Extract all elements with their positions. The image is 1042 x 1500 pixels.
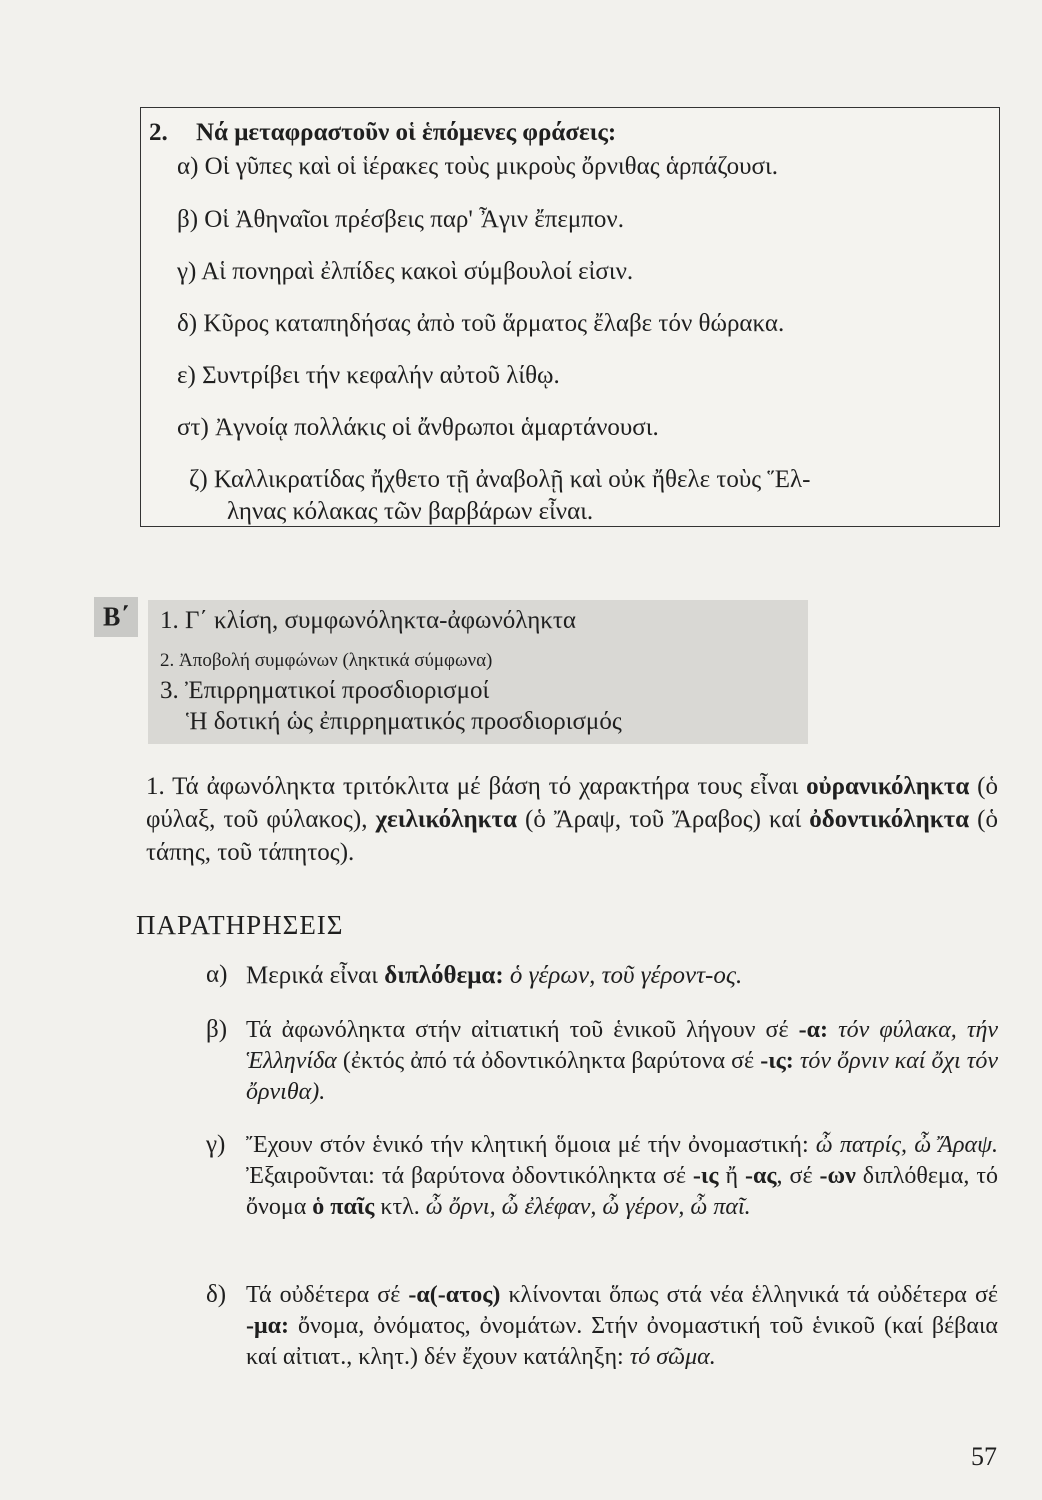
page-number: 57 <box>971 1442 997 1471</box>
note-a-i1: ὁ γέρων, τοῦ γέροντ-ος. <box>503 962 743 989</box>
section-badge: Β΄ <box>94 597 138 637</box>
note-c-i1: ὦ πατρίς, ὦ Ἄραψ. <box>815 1132 998 1158</box>
exercise-line-e: ε) Συντρίβει τήν κεφαλήν αὐτοῦ λίθῳ. <box>177 362 560 389</box>
note-a-b1: διπλόθεμα: <box>384 962 504 989</box>
note-b-i2: τόν ὄρνιν καί ὄχι τόν ὄρνιθα). <box>246 1048 998 1105</box>
note-d-t2: κλίνονται ὅπως στά νέα ἑλληνικά τά οὐδέτερα σέ <box>500 1282 998 1308</box>
p1-text-2: (ὁ φύλαξ, τοῦ φύλακος), <box>146 773 999 833</box>
note-b-t1: Τά ἀφωνόληκτα στήν αἰτιατική τοῦ ἑνικοῦ λήγουν σέ <box>246 1017 799 1043</box>
exercise-line-a: α) Οἱ γῦπες καὶ οἱ ἱέρακες τοὺς μικροὺς ὄρνιθας ἁρπάζουσι. <box>177 153 778 180</box>
note-d-b1: -α(-ατος) <box>408 1282 501 1308</box>
exercise-line-g: ζ) Καλλικρατίδας ἤχθετο τῇ ἀναβολῇ καὶ οὐκ ἤθελε τοὺς Ἕλ- <box>189 466 811 493</box>
p1-bold-1: οὐρανικόληκτα <box>806 773 970 800</box>
section-item-1: 1. Γ΄ κλίση, συμφωνόληκτα-ἀφωνόληκτα <box>160 607 577 634</box>
note-b-t2: (ἐκτός ἀπό τά ὀδοντικόληκτα βαρύτονα σέ <box>336 1048 761 1074</box>
notes-heading: ΠΑΡΑΤΗΡΗΣΕΙΣ <box>136 910 344 940</box>
note-c-t1: Ἔχουν στόν ἑνικό τήν κλητική ὅμοια μέ τήν ὀνομαστική: <box>246 1132 816 1158</box>
section-item-2: 2. Ἀποβολή συμφώνων (ληκτικά σύμφωνα) <box>160 650 493 671</box>
note-d-b2: -μα: <box>246 1313 289 1339</box>
p1-bold-2: χειλικόληκτα <box>375 806 518 833</box>
exercise-line-f: στ) Ἀγνοίᾳ πολλάκις οἱ ἄνθρωποι ἁμαρτάνουσι. <box>177 414 659 441</box>
note-b-b2: -ις: <box>760 1048 794 1074</box>
note-b-label: β) <box>206 1016 228 1043</box>
note-c-b2: -ας <box>745 1163 777 1189</box>
p1-text-1: 1. Τά ἀφωνόληκτα τριτόκλιτα μέ βάση τό χαρακτήρα τους εἶναι <box>146 773 807 800</box>
note-c-b3: -ων <box>819 1163 856 1189</box>
exercise-line-d: δ) Κῦρος καταπηδήσας ἀπὸ τοῦ ἅρματος ἔλαβε τόν θώρακα. <box>177 310 785 337</box>
note-a-label: α) <box>206 961 228 988</box>
p1-text-3: (ὁ Ἄραψ, τοῦ Ἄραβος) καί <box>517 806 810 833</box>
note-d-i1: τό σῶμα. <box>629 1344 716 1370</box>
exercise-line-c: γ) Αἱ πονηραὶ ἐλπίδες κακοὶ σύμβουλοί εἰσιν. <box>177 258 634 285</box>
note-d-t1: Τά οὐδέτερα σέ <box>246 1282 409 1308</box>
note-c-i2: ὦ ὄρνι, ὦ ἐλέφαν, ὦ γέρον, ὦ παῖ. <box>425 1194 751 1220</box>
note-c-t4: , σέ <box>776 1163 820 1189</box>
note-c-text <box>246 1130 998 1223</box>
exercise-line-h: ληνας κόλακας τῶν βαρβάρων εἶναι. <box>227 498 594 525</box>
note-d-t3: ὄνομα, ὀνόματος, ὀνομάτων. Στήν ὀνομαστική τοῦ ἑνικοῦ (καί βέβαια καί αἰτιατ., κλητ.) δέν ἔχουν κατάληξη: <box>246 1313 998 1370</box>
note-c-b1: -ις <box>692 1163 719 1189</box>
note-b-text <box>246 1015 998 1108</box>
paragraph-1 <box>146 770 998 869</box>
exercise-number: 2. <box>149 119 168 146</box>
note-b-i1: τόν φύλακα, τήν Ἑλληνίδα <box>246 1017 999 1074</box>
note-a-text <box>246 960 998 991</box>
note-c-t5: διπλόθεμα, τό ὄνομα <box>246 1163 998 1220</box>
note-b-b1: -α: <box>798 1017 829 1043</box>
note-d-text <box>246 1280 998 1373</box>
exercise-box <box>140 107 1000 527</box>
section-item-3-sub: Ἡ δοτική ὡς ἐπιρρηματικός προσδιορισμός <box>186 708 622 735</box>
exercise-title <box>149 118 616 148</box>
exercise-line-b: β) Οἱ Ἀθηναῖοι πρέσβεις παρ' Ἆγιν ἔπεμπον. <box>177 206 624 233</box>
p1-text-4: (ὁ τάπης, τοῦ τάπητος). <box>146 806 998 866</box>
exercise-title-text: Νά μεταφραστοῦν οἱ ἑπόμενες φράσεις: <box>196 119 617 146</box>
note-c-t2: Ἐξαιροῦνται: τά βαρύτονα ὀδοντικόληκτα σέ <box>246 1163 693 1189</box>
note-a-t1: Μερικά εἶναι <box>246 962 385 989</box>
section-item-3: 3. Ἐπιρρηματικοί προσδιορισμοί <box>160 677 490 704</box>
note-c-label: γ) <box>206 1131 226 1158</box>
p1-bold-3: ὀδοντικόληκτα <box>809 806 970 833</box>
note-d-label: δ) <box>206 1281 227 1308</box>
note-c-b4: ὁ παῖς <box>312 1194 375 1220</box>
note-c-t3: ἤ <box>718 1163 746 1189</box>
note-c-t6: κτλ. <box>374 1194 426 1220</box>
